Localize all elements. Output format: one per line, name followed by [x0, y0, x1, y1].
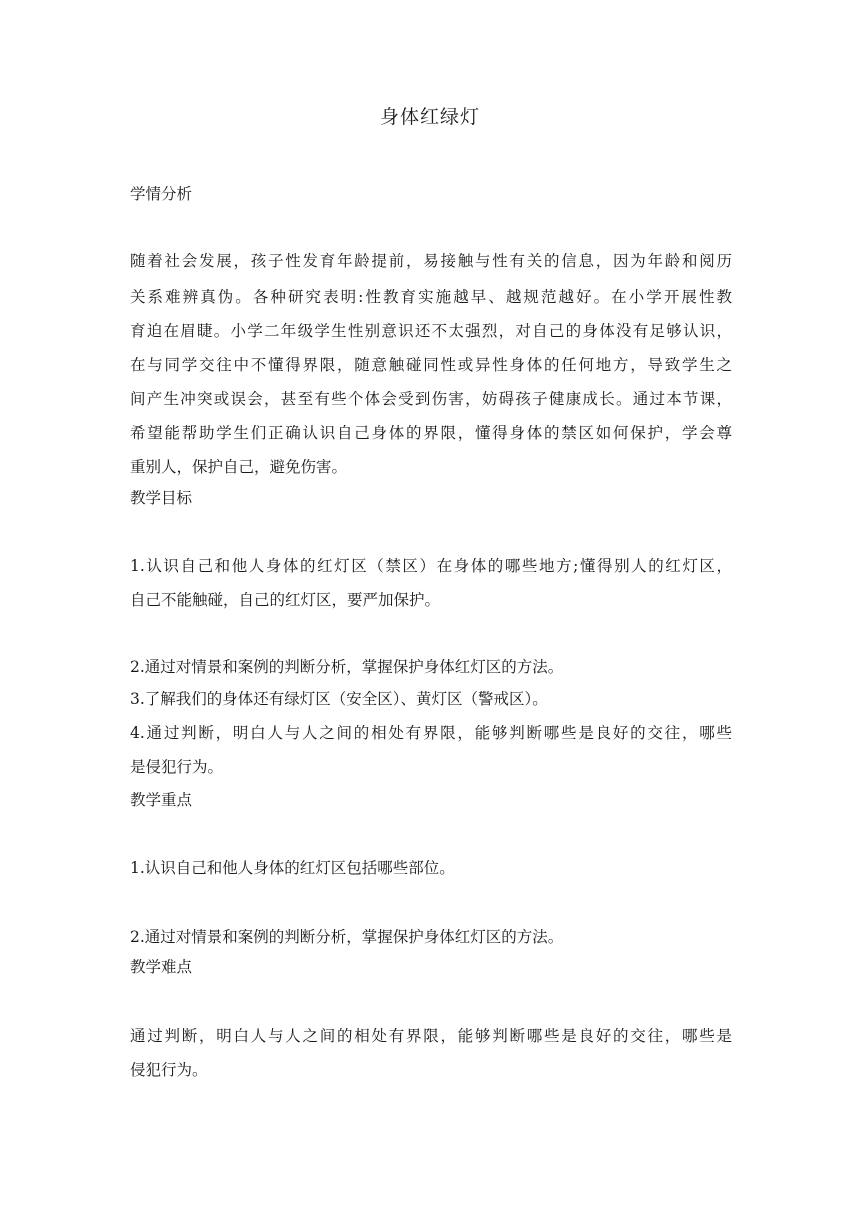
- key-point-line: 2.通过对情景和案例的判断分析，掌握保护身体红灯区的方法。: [130, 928, 564, 946]
- goal-line: 3.了解我们的身体还有绿灯区（安全区）、黄灯区（警戒区）。: [130, 690, 548, 708]
- section-heading-goals: 教学目标: [130, 489, 193, 507]
- goal-line: 1.认识自己和他人身体的红灯区（禁区）在身体的哪些地方;懂得别人的红灯区，: [130, 557, 732, 575]
- document-title: 身体红绿灯: [379, 106, 480, 128]
- analysis-line: 随着社会发展，孩子性发育年龄提前，易接触与性有关的信息，因为年龄和阅历: [130, 252, 732, 270]
- section-heading-analysis: 学情分析: [130, 185, 193, 203]
- analysis-line: 关系难辨真伪。各种研究表明:性教育实施越早、越规范越好。在小学开展性教: [130, 288, 732, 306]
- section-heading-difficulties: 教学难点: [130, 958, 193, 976]
- section-heading-key-points: 教学重点: [130, 791, 193, 809]
- difficulty-line: 通过判断，明白人与人之间的相处有界限，能够判断哪些是良好的交往，哪些是: [130, 1027, 732, 1045]
- analysis-line: 育迫在眉睫。小学二年级学生性别意识还不太强烈，对自己的身体没有足够认识，: [130, 322, 732, 340]
- goal-line: 4.通过判断，明白人与人之间的相处有界限，能够判断哪些是良好的交往，哪些: [130, 724, 732, 742]
- difficulty-line: 侵犯行为。: [130, 1061, 208, 1079]
- analysis-line: 重别人，保护自己，避免伤害。: [130, 458, 348, 476]
- goal-line: 2.通过对情景和案例的判断分析，掌握保护身体红灯区的方法。: [130, 658, 564, 676]
- goal-line: 自己不能触碰，自己的红灯区，要严加保护。: [130, 591, 441, 609]
- analysis-line: 间产生冲突或误会，甚至有些个体会受到伤害，妨碍孩子健康成长。通过本节课，: [130, 390, 732, 408]
- key-point-line: 1.认识自己和他人身体的红灯区包括哪些部位。: [130, 859, 455, 877]
- analysis-line: 在与同学交往中不懂得界限，随意触碰同性或异性身体的任何地方，导致学生之: [130, 356, 732, 374]
- analysis-line: 希望能帮助学生们正确认识自己身体的界限，懂得身体的禁区如何保护，学会尊: [130, 424, 732, 442]
- goal-line: 是侵犯行为。: [130, 758, 224, 776]
